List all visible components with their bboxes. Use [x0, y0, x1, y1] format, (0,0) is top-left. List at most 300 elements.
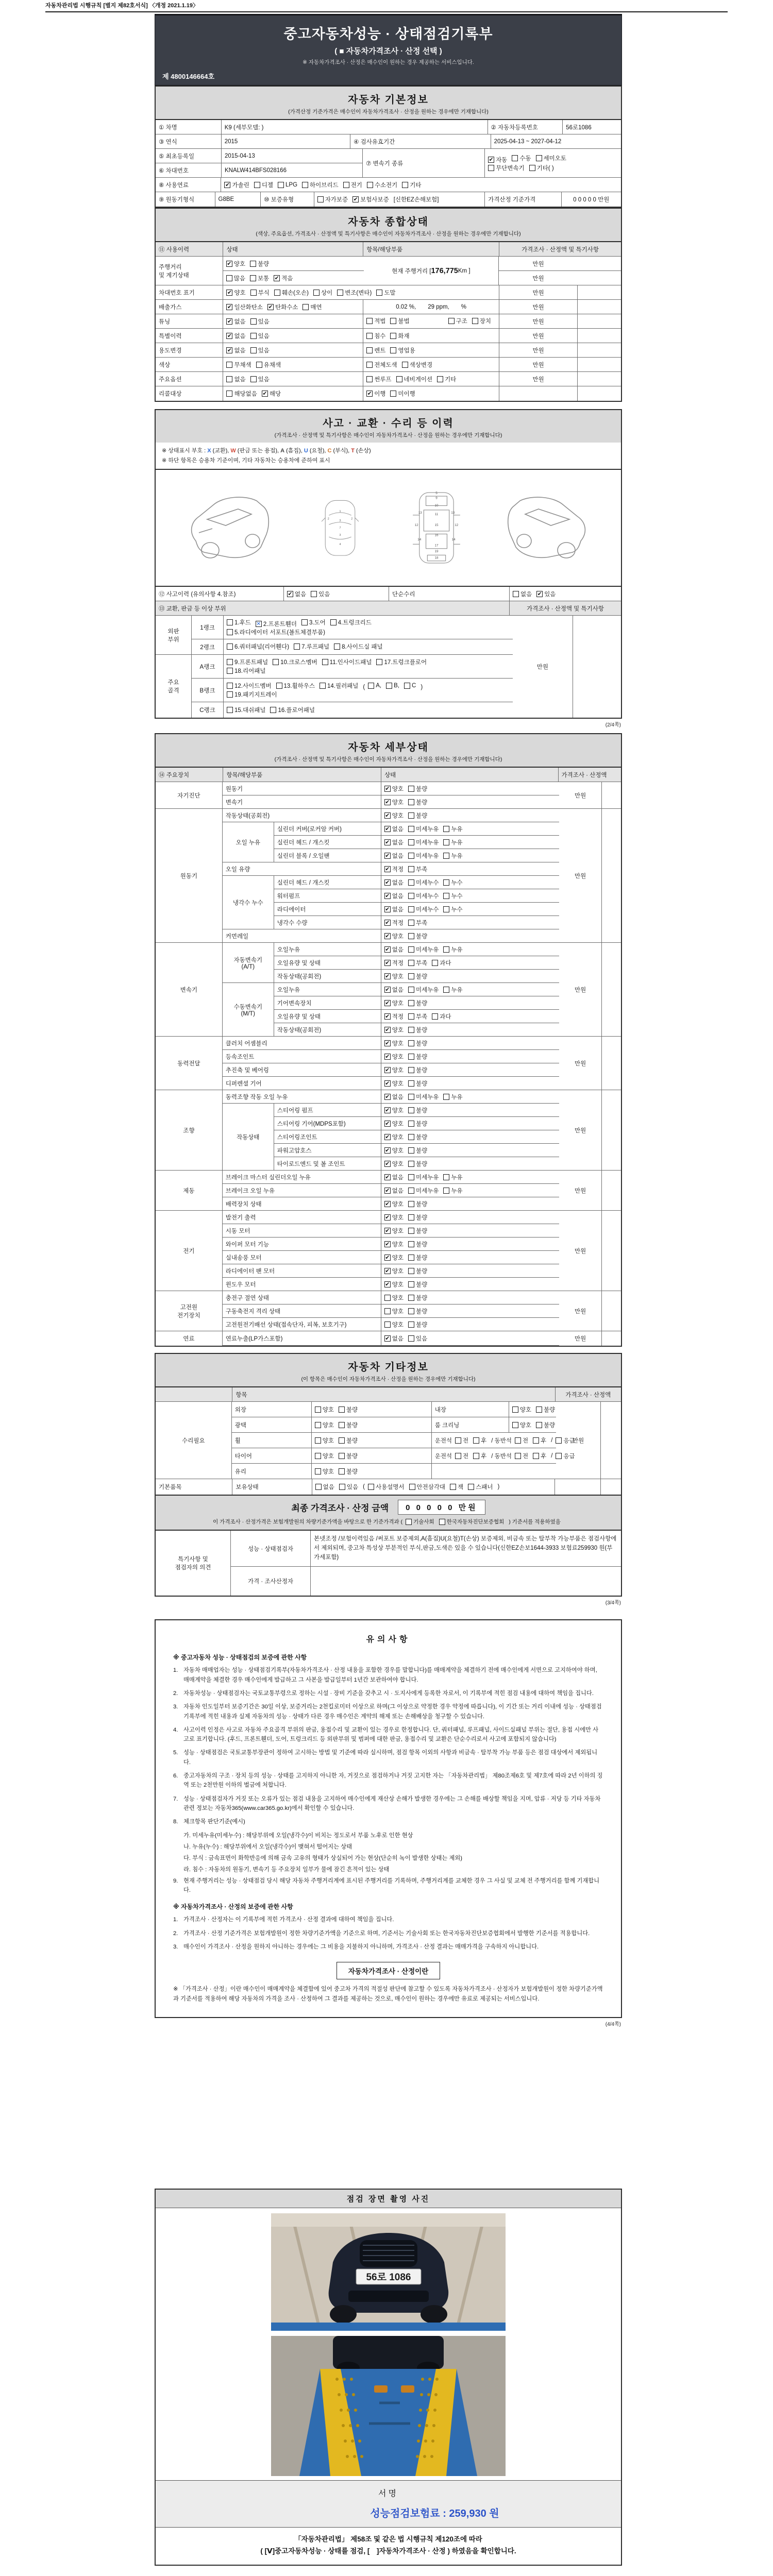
checkbox-option[interactable] [443, 945, 462, 954]
empty-box-icon[interactable] [529, 165, 535, 171]
checkbox-option[interactable] [408, 1227, 427, 1235]
checkbox-option[interactable] [390, 332, 409, 340]
checkbox-option[interactable] [408, 1066, 427, 1074]
checkbox-option[interactable] [339, 1436, 358, 1445]
empty-box-icon[interactable] [384, 1308, 391, 1314]
checkbox-option[interactable] [443, 878, 462, 887]
empty-box-icon[interactable] [250, 275, 256, 281]
empty-box-icon[interactable] [408, 839, 414, 845]
checked-box-icon[interactable]: ✔ [367, 391, 372, 397]
checkbox-option[interactable] [408, 999, 427, 1007]
empty-box-icon[interactable] [408, 826, 414, 832]
checkbox-option[interactable] [472, 317, 491, 325]
empty-box-icon[interactable] [443, 853, 449, 859]
checkbox-option[interactable] [330, 618, 372, 626]
checkbox-option[interactable] [390, 317, 409, 325]
checkbox-option[interactable] [366, 361, 397, 369]
empty-box-icon[interactable] [408, 906, 414, 912]
empty-box-icon[interactable] [227, 619, 233, 625]
empty-box-icon[interactable] [533, 1453, 539, 1459]
empty-box-icon[interactable] [227, 643, 233, 650]
checkbox-option[interactable] [273, 658, 317, 666]
empty-box-icon[interactable] [408, 1027, 414, 1033]
empty-box-icon[interactable] [227, 659, 233, 665]
checked-box-icon[interactable]: ✔ [227, 347, 232, 353]
checkbox-option[interactable] [408, 1334, 427, 1343]
checkbox-option[interactable] [262, 389, 281, 398]
checkbox-option[interactable] [384, 878, 404, 887]
empty-box-icon[interactable] [408, 1161, 414, 1167]
checkbox-option[interactable] [250, 317, 270, 326]
checked-box-icon[interactable]: ✔ [385, 1174, 390, 1180]
checked-box-icon[interactable]: ✔ [385, 852, 390, 859]
checkbox-option[interactable] [366, 317, 385, 325]
empty-box-icon[interactable] [437, 376, 443, 382]
checkbox-option[interactable] [376, 289, 395, 297]
checked-box-icon[interactable]: ✕ [256, 620, 261, 627]
checkbox-option[interactable] [408, 1012, 427, 1021]
checkbox-option[interactable] [315, 1483, 334, 1491]
checked-box-icon[interactable]: ✔ [385, 839, 390, 845]
checkbox-option[interactable] [384, 1093, 404, 1101]
checked-box-icon[interactable]: ✔ [385, 1227, 390, 1234]
empty-box-icon[interactable] [408, 1054, 414, 1060]
checkbox-option[interactable] [515, 1436, 528, 1445]
checkbox-option[interactable] [278, 182, 297, 188]
empty-box-icon[interactable] [408, 1281, 414, 1287]
checkbox-option[interactable] [533, 1436, 546, 1445]
empty-box-icon[interactable] [368, 1484, 374, 1490]
checkbox-option[interactable] [443, 1187, 462, 1195]
empty-box-icon[interactable] [366, 362, 373, 368]
checked-box-icon[interactable]: ✔ [385, 1040, 390, 1046]
checkbox-option[interactable] [384, 945, 404, 954]
checkbox-option[interactable] [408, 919, 427, 927]
empty-box-icon[interactable] [408, 960, 414, 966]
checkbox-option[interactable] [384, 919, 404, 927]
checked-box-icon[interactable]: ✔ [385, 946, 390, 953]
empty-box-icon[interactable] [390, 391, 396, 397]
checked-box-icon[interactable]: ✔ [353, 196, 358, 202]
checked-box-icon[interactable]: ✔ [385, 785, 390, 792]
checkbox-option[interactable] [274, 274, 293, 282]
checkbox-option[interactable] [227, 690, 277, 699]
checkbox-option[interactable] [443, 1093, 462, 1101]
checked-box-icon[interactable]: ✔ [385, 1120, 390, 1127]
checkbox-option[interactable] [384, 932, 404, 940]
checkbox-option[interactable] [386, 683, 399, 689]
checkbox-option[interactable] [408, 838, 439, 846]
checkbox-option[interactable] [408, 825, 439, 833]
checkbox-option[interactable] [384, 1146, 404, 1155]
checkbox-option[interactable] [408, 892, 439, 900]
empty-box-icon[interactable] [376, 659, 382, 665]
empty-box-icon[interactable] [322, 659, 328, 665]
checkbox-option[interactable] [227, 667, 265, 675]
checkbox-option[interactable] [515, 1452, 528, 1460]
checkbox-option[interactable] [455, 1436, 468, 1445]
empty-box-icon[interactable] [488, 165, 494, 171]
checkbox-option[interactable] [408, 878, 439, 887]
checked-box-icon[interactable]: ✔ [385, 1107, 390, 1113]
empty-box-icon[interactable] [408, 893, 414, 899]
checkbox-option[interactable] [443, 1173, 462, 1181]
checkbox-option[interactable] [408, 1187, 439, 1195]
checkbox-option[interactable] [408, 1039, 427, 1047]
checkbox-option[interactable] [226, 346, 245, 354]
checkbox-option[interactable] [366, 332, 385, 340]
checkbox-option[interactable] [408, 1106, 427, 1114]
checkbox-option[interactable] [334, 642, 382, 651]
empty-box-icon[interactable] [408, 946, 414, 953]
checkbox-option[interactable] [226, 361, 251, 369]
empty-box-icon[interactable] [468, 1484, 474, 1490]
checkbox-option[interactable] [320, 682, 358, 690]
checkbox-option[interactable] [339, 1483, 358, 1491]
checkbox-option[interactable] [404, 683, 416, 689]
checkbox-option[interactable] [366, 346, 385, 354]
empty-box-icon[interactable] [311, 591, 317, 597]
checkbox-option[interactable] [227, 706, 265, 714]
empty-box-icon[interactable] [408, 1174, 414, 1180]
checkbox-option[interactable] [315, 1436, 334, 1445]
checkbox-option[interactable] [408, 1160, 427, 1168]
checkbox-option[interactable] [408, 972, 427, 980]
checkbox-option[interactable] [408, 1093, 439, 1101]
checked-box-icon[interactable]: ✔ [385, 1066, 390, 1073]
empty-box-icon[interactable] [302, 182, 308, 188]
empty-box-icon[interactable] [408, 1134, 414, 1140]
empty-box-icon[interactable] [408, 1228, 414, 1234]
checkbox-option[interactable] [384, 1039, 404, 1047]
empty-box-icon[interactable] [366, 333, 373, 339]
checked-box-icon[interactable]: ✔ [227, 303, 232, 310]
empty-box-icon[interactable] [315, 1422, 321, 1428]
empty-box-icon[interactable] [278, 182, 284, 188]
checkbox-option[interactable] [473, 1452, 486, 1460]
checkbox-option[interactable] [384, 1307, 404, 1315]
checkbox-option[interactable] [226, 289, 245, 297]
checkbox-option[interactable] [408, 852, 439, 860]
empty-box-icon[interactable] [443, 826, 449, 832]
checkbox-option[interactable] [352, 195, 389, 204]
empty-box-icon[interactable] [408, 879, 414, 886]
checkbox-option[interactable] [384, 972, 404, 980]
checkbox-option[interactable] [437, 375, 456, 383]
empty-box-icon[interactable] [443, 839, 449, 845]
checked-box-icon[interactable]: ✔ [227, 332, 232, 339]
checkbox-option[interactable] [339, 1452, 358, 1460]
checked-box-icon[interactable]: ✔ [385, 1281, 390, 1287]
checked-box-icon[interactable]: ✔ [385, 1080, 390, 1087]
empty-box-icon[interactable] [512, 1406, 518, 1413]
checkbox-option[interactable] [408, 865, 427, 873]
checkbox-option[interactable] [408, 1213, 427, 1222]
checkbox-option[interactable] [250, 332, 270, 340]
empty-box-icon[interactable] [226, 376, 232, 382]
checkbox-option[interactable] [408, 1280, 427, 1289]
checkbox-option[interactable] [384, 1267, 404, 1275]
checkbox-option[interactable] [227, 658, 268, 666]
checkbox-option[interactable] [384, 986, 404, 994]
empty-box-icon[interactable] [408, 1321, 414, 1328]
checkbox-option[interactable] [512, 154, 531, 162]
checkbox-option[interactable] [384, 1227, 404, 1235]
checkbox-option[interactable] [226, 274, 245, 282]
checkbox-option[interactable] [408, 785, 427, 793]
empty-box-icon[interactable] [274, 290, 280, 296]
checkbox-option[interactable] [315, 1452, 334, 1460]
checkbox-option[interactable] [408, 798, 427, 806]
checkbox-option[interactable] [250, 260, 269, 268]
empty-box-icon[interactable] [408, 1013, 414, 1020]
checkbox-option[interactable] [227, 618, 251, 626]
empty-box-icon[interactable] [250, 290, 257, 296]
empty-box-icon[interactable] [515, 1453, 521, 1459]
empty-box-icon[interactable] [408, 1268, 414, 1274]
checkbox-option[interactable] [488, 164, 525, 172]
checkbox-option[interactable] [250, 289, 270, 297]
checkbox-option[interactable] [408, 1146, 427, 1155]
checkbox-option[interactable] [536, 1405, 555, 1414]
checkbox-option[interactable] [384, 798, 404, 806]
empty-box-icon[interactable] [254, 182, 260, 188]
checked-box-icon[interactable]: ✔ [385, 812, 390, 819]
checkbox-option[interactable] [376, 658, 427, 666]
checked-box-icon[interactable]: ✔ [385, 825, 390, 832]
empty-box-icon[interactable] [408, 1308, 414, 1314]
checkbox-option[interactable] [488, 156, 507, 164]
checkbox-option[interactable] [408, 959, 427, 967]
empty-box-icon[interactable] [343, 182, 349, 188]
checkbox-option[interactable] [384, 1066, 404, 1074]
empty-box-icon[interactable] [408, 1201, 414, 1207]
checked-box-icon[interactable]: ✔ [274, 275, 279, 281]
checkbox-option[interactable] [384, 1079, 404, 1088]
checkbox-option[interactable] [384, 1173, 404, 1181]
empty-box-icon[interactable] [384, 1321, 391, 1328]
checkbox-option[interactable] [390, 389, 415, 398]
empty-box-icon[interactable] [368, 683, 374, 689]
empty-box-icon[interactable] [276, 683, 282, 689]
checkbox-option[interactable] [384, 1294, 404, 1302]
empty-box-icon[interactable] [408, 1121, 414, 1127]
checkbox-option[interactable] [276, 682, 315, 690]
checked-box-icon[interactable]: ✔ [385, 1267, 390, 1274]
checkbox-option[interactable] [254, 181, 273, 189]
checkbox-option[interactable] [315, 1421, 334, 1429]
empty-box-icon[interactable] [330, 619, 337, 625]
empty-box-icon[interactable] [226, 391, 232, 397]
empty-box-icon[interactable] [408, 1147, 414, 1154]
checkbox-option[interactable] [256, 361, 281, 369]
checkbox-option[interactable] [317, 195, 348, 204]
checkbox-option[interactable] [408, 1133, 427, 1141]
checked-box-icon[interactable]: ✔ [288, 590, 293, 597]
empty-box-icon[interactable] [250, 318, 257, 325]
checkbox-option[interactable] [367, 181, 397, 189]
checkbox-option[interactable] [408, 1267, 427, 1275]
checkbox-option[interactable] [224, 181, 249, 189]
empty-box-icon[interactable] [512, 155, 518, 161]
empty-box-icon[interactable] [443, 1174, 449, 1180]
empty-box-icon[interactable] [536, 155, 542, 161]
checkbox-option[interactable] [384, 1280, 404, 1289]
checkbox-option[interactable] [384, 1120, 404, 1128]
empty-box-icon[interactable] [315, 1406, 321, 1413]
checked-box-icon[interactable]: ✔ [385, 973, 390, 979]
checked-box-icon[interactable]: ✔ [385, 1026, 390, 1033]
checkbox-option[interactable] [315, 1405, 334, 1414]
empty-box-icon[interactable] [227, 629, 233, 635]
checkbox-option[interactable] [270, 706, 315, 714]
checkbox-option[interactable] [408, 905, 439, 913]
checkbox-option[interactable] [443, 905, 462, 913]
checkbox-option[interactable] [384, 1160, 404, 1168]
checkbox-option[interactable] [294, 642, 329, 651]
checked-box-icon[interactable]: ✔ [537, 590, 542, 597]
checked-box-icon[interactable]: ✔ [385, 986, 390, 993]
checkbox-option[interactable] [366, 375, 391, 383]
checkbox-option[interactable] [533, 1452, 546, 1460]
checkbox-option[interactable] [408, 1253, 427, 1262]
empty-box-icon[interactable] [408, 1107, 414, 1113]
empty-box-icon[interactable] [448, 318, 455, 324]
empty-box-icon[interactable] [473, 1437, 479, 1444]
empty-box-icon[interactable] [408, 920, 414, 926]
empty-box-icon[interactable] [250, 347, 257, 353]
checked-box-icon[interactable]: ✔ [227, 289, 232, 296]
empty-box-icon[interactable] [443, 893, 449, 899]
checkbox-option[interactable] [408, 945, 439, 954]
checked-box-icon[interactable]: ✔ [385, 1160, 390, 1167]
checkbox-option[interactable] [512, 1421, 531, 1429]
empty-box-icon[interactable] [404, 683, 410, 689]
empty-box-icon[interactable] [439, 1519, 445, 1525]
checkbox-option[interactable] [302, 181, 339, 189]
checkbox-option[interactable] [384, 1213, 404, 1222]
empty-box-icon[interactable] [408, 812, 414, 819]
checkbox-option[interactable] [384, 1106, 404, 1114]
empty-box-icon[interactable] [315, 1468, 321, 1475]
empty-box-icon[interactable] [226, 362, 232, 368]
empty-box-icon[interactable] [536, 1422, 542, 1428]
checkbox-option[interactable] [384, 1320, 404, 1329]
checkbox-option[interactable] [408, 1240, 427, 1248]
empty-box-icon[interactable] [409, 1484, 415, 1490]
empty-box-icon[interactable] [227, 707, 233, 713]
empty-box-icon[interactable] [313, 290, 320, 296]
empty-box-icon[interactable] [408, 1214, 414, 1221]
empty-box-icon[interactable] [402, 182, 408, 188]
empty-box-icon[interactable] [432, 1013, 438, 1020]
checkbox-option[interactable] [227, 642, 289, 651]
empty-box-icon[interactable] [408, 973, 414, 979]
checkbox-option[interactable] [408, 1053, 427, 1061]
empty-box-icon[interactable] [443, 1188, 449, 1194]
checkbox-option[interactable] [226, 303, 263, 311]
empty-box-icon[interactable] [408, 1255, 414, 1261]
checkbox-option[interactable] [226, 332, 245, 340]
empty-box-icon[interactable] [227, 683, 233, 689]
checkbox-option[interactable] [384, 838, 404, 846]
empty-box-icon[interactable] [384, 1295, 391, 1301]
checkbox-option[interactable] [384, 1053, 404, 1061]
checkbox-option[interactable] [384, 959, 404, 967]
empty-box-icon[interactable] [315, 1437, 321, 1444]
checked-box-icon[interactable]: ✔ [385, 892, 390, 899]
empty-box-icon[interactable] [334, 643, 340, 650]
empty-box-icon[interactable] [455, 1437, 461, 1444]
empty-box-icon[interactable] [339, 1437, 345, 1444]
checked-box-icon[interactable]: ✔ [385, 1053, 390, 1060]
empty-box-icon[interactable] [250, 333, 257, 339]
empty-box-icon[interactable] [339, 1422, 345, 1428]
empty-box-icon[interactable] [227, 668, 233, 674]
checkbox-option[interactable] [315, 1467, 334, 1476]
empty-box-icon[interactable] [273, 659, 279, 665]
empty-box-icon[interactable] [515, 1437, 521, 1444]
checkbox-option[interactable] [384, 1240, 404, 1248]
checkbox-option[interactable] [402, 181, 421, 189]
checkbox-option[interactable] [384, 1187, 404, 1195]
checkbox-option[interactable] [384, 1253, 404, 1262]
empty-box-icon[interactable] [390, 318, 396, 324]
checkbox-option[interactable] [384, 1200, 404, 1208]
empty-box-icon[interactable] [512, 1422, 518, 1428]
checkbox-option[interactable] [536, 1421, 555, 1429]
checked-box-icon[interactable]: ✔ [385, 933, 390, 939]
empty-box-icon[interactable] [339, 1406, 345, 1413]
checked-box-icon[interactable]: ✔ [489, 156, 494, 163]
checkbox-option[interactable] [368, 683, 381, 689]
empty-box-icon[interactable] [396, 376, 402, 382]
empty-box-icon[interactable] [366, 318, 373, 324]
checkbox-option[interactable] [439, 1518, 505, 1526]
empty-box-icon[interactable] [301, 619, 308, 625]
checked-box-icon[interactable]: ✔ [385, 1254, 390, 1261]
checkbox-option[interactable] [432, 959, 451, 967]
checkbox-option[interactable] [384, 1133, 404, 1141]
empty-box-icon[interactable] [443, 987, 449, 993]
checkbox-option[interactable] [226, 389, 257, 398]
checkbox-option[interactable] [455, 1452, 468, 1460]
empty-box-icon[interactable] [533, 1437, 539, 1444]
checkbox-option[interactable] [313, 289, 332, 297]
checkbox-option[interactable] [274, 289, 309, 297]
checked-box-icon[interactable]: ✔ [385, 1335, 390, 1342]
empty-box-icon[interactable] [337, 290, 343, 296]
checkbox-option[interactable] [536, 590, 556, 598]
checkbox-option[interactable] [301, 618, 326, 626]
checkbox-option[interactable] [448, 317, 467, 325]
empty-box-icon[interactable] [339, 1453, 345, 1459]
checkbox-option[interactable] [287, 590, 306, 598]
empty-box-icon[interactable] [390, 333, 396, 339]
empty-box-icon[interactable] [408, 1295, 414, 1301]
checkbox-option[interactable] [390, 346, 415, 354]
empty-box-icon[interactable] [408, 933, 414, 939]
empty-box-icon[interactable] [408, 1067, 414, 1073]
empty-box-icon[interactable] [315, 1484, 322, 1490]
checked-box-icon[interactable]: ✔ [385, 1013, 390, 1020]
checked-box-icon[interactable]: ✔ [385, 1241, 390, 1247]
checkbox-option[interactable] [384, 1026, 404, 1034]
empty-box-icon[interactable] [443, 1094, 449, 1100]
empty-box-icon[interactable] [366, 347, 373, 353]
checked-box-icon[interactable]: ✔ [268, 303, 273, 310]
checkbox-option[interactable] [303, 303, 322, 311]
